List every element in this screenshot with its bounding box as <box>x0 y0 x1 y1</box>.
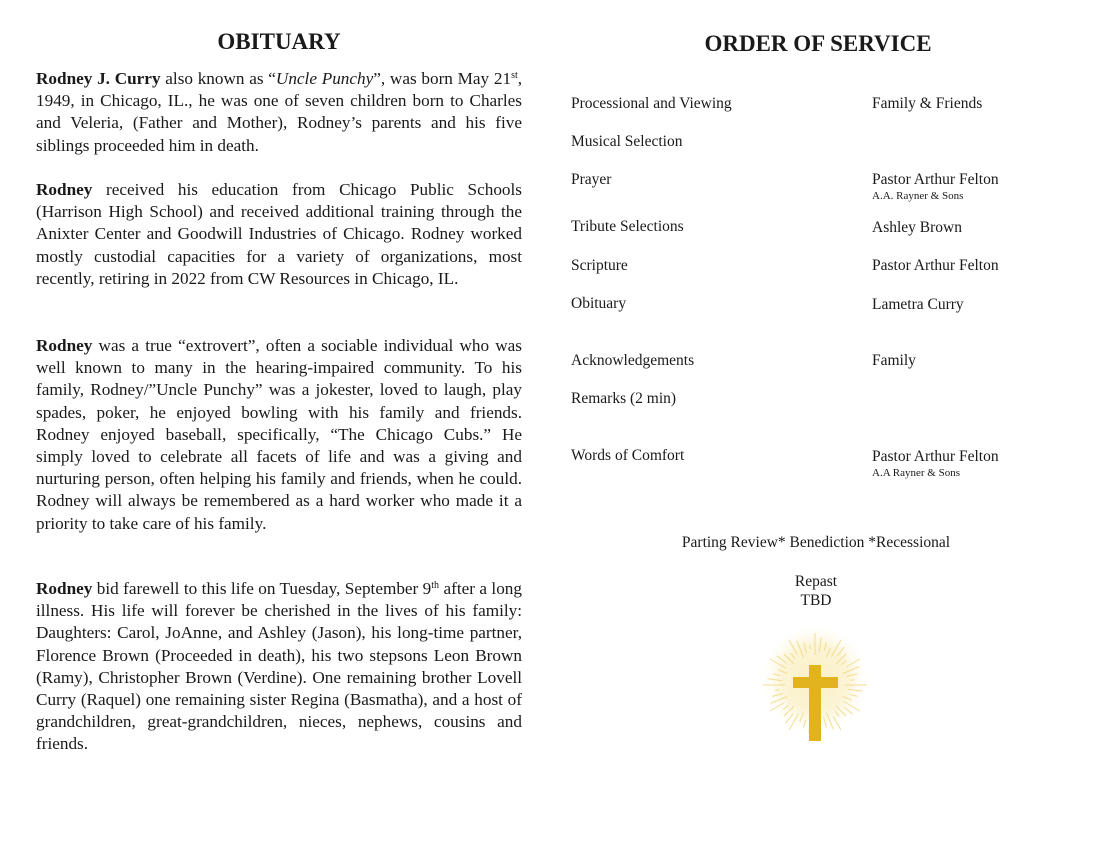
obituary-paragraph-2 <box>36 179 522 290</box>
paragraph-text: after a long illness. His life will forever be cherished in the lives of his family: Daughters: Carol, JoAnne, and Ashley (Jason), his long-time partner, Florence Brown (Proceeded in death), his two stepsons Leon Brown (Ramy), Christopher Brown (Verdine). One remaining brother Lovell Curry (Raquel) one remaining sister Regina (Basmatha), and a host of grandchildren, great-grandchildren, nieces, nephews, cousins and friends. <box>36 579 522 754</box>
obituary-paragraph-4 <box>36 578 522 756</box>
deceased-name: Rodney J. Curry <box>36 69 161 88</box>
service-item-person: Family <box>872 352 916 369</box>
obituary-paragraph-3 <box>36 335 522 535</box>
service-item-label: Processional and Viewing <box>571 95 732 112</box>
paragraph-text: , 1949, in Chicago, IL., he was one of seven children born to Charles and Veleria, (Father and Mother), Rodney’s parents and his five siblings proceeded him in death. <box>36 69 523 155</box>
service-item-label: Scripture <box>571 257 628 274</box>
service-item-label: Tribute Selections <box>571 218 684 235</box>
cross-horizontal-bar <box>793 677 838 688</box>
paragraph-text: bid farewell to this life on Tuesday, September 9 <box>92 579 432 598</box>
service-item-label: Musical Selection <box>571 133 683 150</box>
repast-block <box>548 572 1084 610</box>
cross-ray <box>810 645 811 649</box>
paragraph-text: was a true “extrovert”, often a sociable individual who was well known to many in the hearing-impaired community. To his family, Rodney/”Uncle Punchy” was a jokester, loved to laugh, play spades, poker, he enjoyed bowling with his family and friends. Rodney enjoyed baseball, specifically, “The Chicago Cubs.” He simply loved to celebrate all facets of life and was a giving and nurturing person, often helping his family and friends, when he could. Rodney will always be remembered as a hard worker who made it a priority to take care of his family. <box>36 336 522 533</box>
cross-icon <box>757 627 873 753</box>
deceased-name: Rodney <box>36 180 93 199</box>
cross-graphic <box>757 627 873 753</box>
service-item-person: Family & Friends <box>872 95 983 112</box>
service-item-person: Ashley Brown <box>872 219 962 236</box>
service-item-label: Words of Comfort <box>571 447 685 464</box>
cross-vertical-bar <box>809 665 821 741</box>
order-of-service-heading: ORDER OF SERVICE <box>704 31 932 56</box>
repast-title: Repast <box>794 573 838 590</box>
paragraph-text: also known as “ <box>160 69 276 88</box>
ordinal-suffix: th <box>431 580 440 591</box>
service-item-affiliation: A.A Rayner & Sons <box>872 467 960 479</box>
obituary-heading: OBITUARY <box>217 29 341 54</box>
obituary-paragraph-1 <box>36 68 522 157</box>
deceased-name: Rodney <box>36 579 93 598</box>
cross-ray <box>775 690 779 691</box>
service-item-person: Pastor Arthur Felton <box>872 257 999 274</box>
closing-line: Parting Review* Benediction *Recessional <box>681 534 951 551</box>
service-item-label: Acknowledgements <box>571 352 695 369</box>
service-item-person: Pastor Arthur Felton <box>872 171 999 188</box>
nickname: Uncle Punchy <box>275 69 374 88</box>
service-item-label: Remarks (2 min) <box>571 390 677 407</box>
ordinal-suffix: st <box>511 70 518 81</box>
service-item-affiliation: A.A. Rayner & Sons <box>872 190 964 202</box>
cross-ray <box>851 680 855 681</box>
service-item-person: Pastor Arthur Felton <box>872 448 999 465</box>
paragraph-text: received his education from Chicago Public Schools (Harrison High School) and received additional training through the Anixter Center and Goodwill Industries of Chicago. Rodney worked mostly custodial capacities for a variety of organizations, most recently, retiring in 2022 from CW Resources in Chicago, IL. <box>36 180 522 288</box>
service-item-label: Obituary <box>571 295 627 312</box>
service-item-person: Lametra Curry <box>872 296 964 313</box>
paragraph-text: ”, was born May 21 <box>373 69 512 88</box>
repast-detail: TBD <box>800 592 832 609</box>
service-item-label: Prayer <box>571 171 612 188</box>
deceased-name: Rodney <box>36 336 93 355</box>
